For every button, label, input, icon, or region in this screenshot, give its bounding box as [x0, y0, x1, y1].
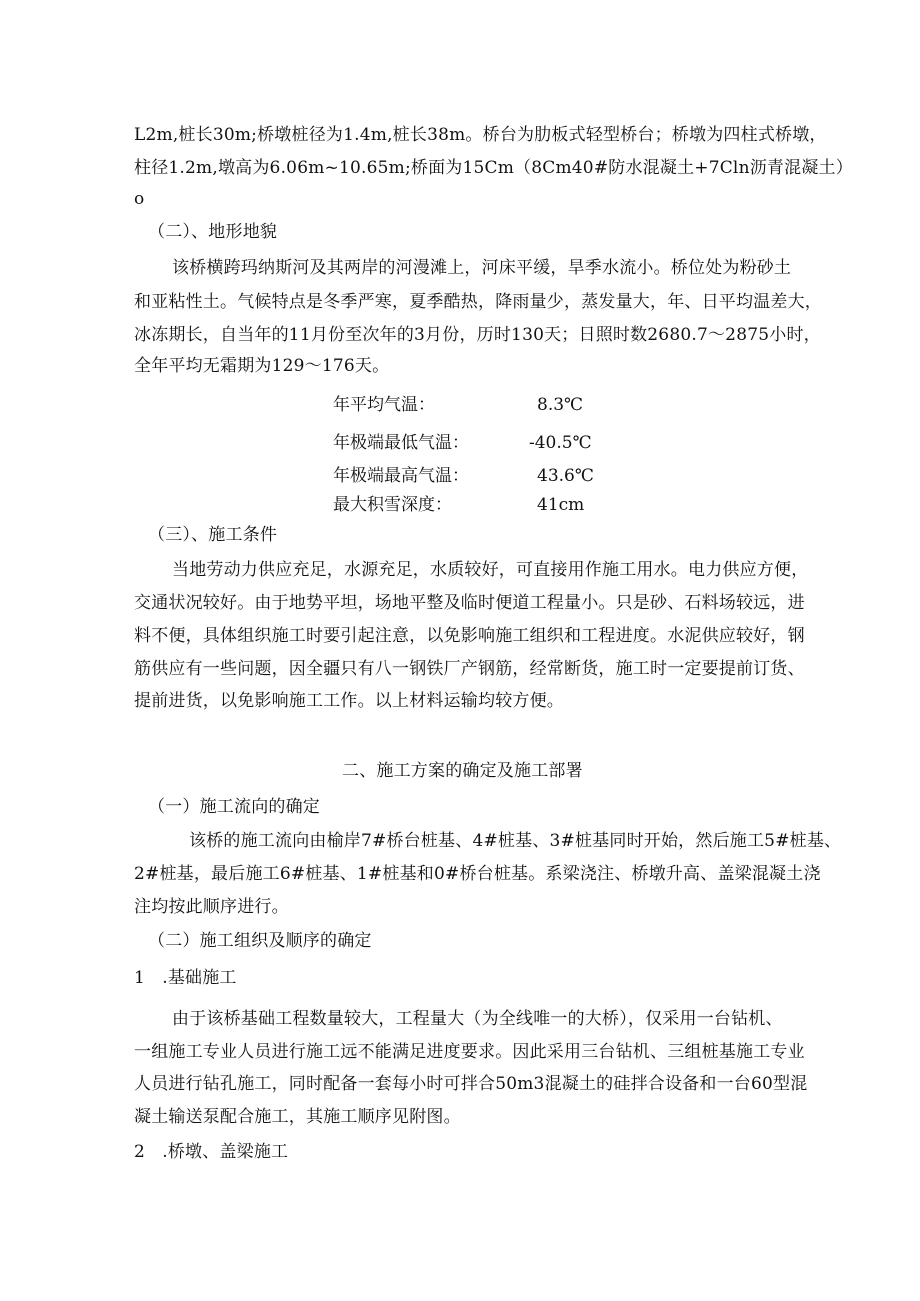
climate-value: 41cm [537, 495, 585, 515]
text-line: 一组施工专业人员进行施工远不能满足进度要求。因此采用三台钻机、三组桩基施工专业 [134, 1042, 805, 1062]
climate-label: 最大积雪深度： [333, 495, 452, 515]
text-line: 和亚粘性土。气候特点是冬季严寒，夏季酷热，降雨量少，蒸发量大，年、日平均温差大， [134, 292, 822, 312]
text-line: 该桥横跨玛纳斯河及其两岸的河漫滩上，河床平缓，旱季水流小。桥位处为粉砂土 [172, 258, 792, 278]
subsection-title-piers: 2 .桥墩、盖梁施工 [134, 1142, 289, 1162]
text-line: 交通状况较好。由于地势平坦，场地平整及临时便道工程量小。只是砂、石料场较远，进 [134, 593, 805, 613]
text-line: 柱径1.2m,墩高为6.06m~10.65m;桥面为15Cm（8Cm40#防水混凝土+7Cln沥青混凝土） [134, 158, 853, 178]
text-line: 提前进货，以免影响施工工作。以上材料运输均较方便。 [134, 691, 564, 711]
text-line: 凝土输送泵配合施工，其施工顺序见附图。 [134, 1107, 461, 1127]
climate-value: -40.5℃ [529, 433, 592, 453]
text-line: 料不便，具体组织施工时要引起注意，以免影响施工组织和工程进度。水泥供应较好，钢 [134, 626, 805, 646]
section-heading-conditions: （三）、施工条件 [148, 525, 278, 545]
climate-label: 年极端最高气温： [333, 466, 469, 486]
climate-label: 年极端最低气温： [333, 433, 469, 453]
climate-label: 年平均气温： [333, 395, 435, 415]
text-line: o [134, 189, 145, 209]
chapter-title: 二、施工方案的确定及施工部署 [342, 761, 583, 781]
text-line: L2m,桩长30m;桥墩桩径为1.4m,桩长38m。桥台为肋板式轻型桥台；桥墩为四柱式桥墩， [134, 125, 827, 145]
text-line: 由于该桥基础工程数量较大，工程量大（为全线唯一的大桥），仅采用一台钻机、 [172, 1009, 783, 1029]
text-line: 全年平均无霜期为129～176天。 [134, 356, 390, 376]
section-heading-organization: （二）施工组织及顺序的确定 [148, 931, 372, 951]
text-line: 冰冻期长，自当年的11月份至次年的3月份，历时130天；日照时数2680.7～2875小时， [134, 325, 821, 345]
subsection-title-foundation: 1 .基础施工 [134, 968, 237, 988]
text-line: 2#桩基，最后施工6#桩基、1#桩基和0#桥台桩基。系梁浇注、桥墩升高、盖梁混凝土浇 [134, 864, 821, 884]
section-heading-terrain: （二）、地形地貌 [148, 222, 278, 242]
text-line: 该桥的施工流向由榆岸7#桥台桩基、4#桩基、3#桩基同时开始，然后施工5#桩基、 [189, 831, 842, 851]
climate-value: 43.6℃ [537, 466, 594, 486]
text-line: 筋供应有一些问题，因全疆只有八一钢铁厂产钢筋，经常断货，施工时一定要提前订货、 [134, 659, 805, 679]
text-line: 注均按此顺序进行。 [134, 897, 289, 917]
climate-value: 8.3℃ [537, 395, 584, 415]
text-line: 人员进行钻孔施工，同时配备一套每小时可拌合50m3混凝土的硅拌合设备和一台60型混 [134, 1074, 808, 1094]
section-heading-flow: （一）施工流向的确定 [148, 797, 320, 817]
text-line: 当地劳动力供应充足，水源充足，水质较好，可直接用作施工用水。电力供应方便， [172, 560, 809, 580]
